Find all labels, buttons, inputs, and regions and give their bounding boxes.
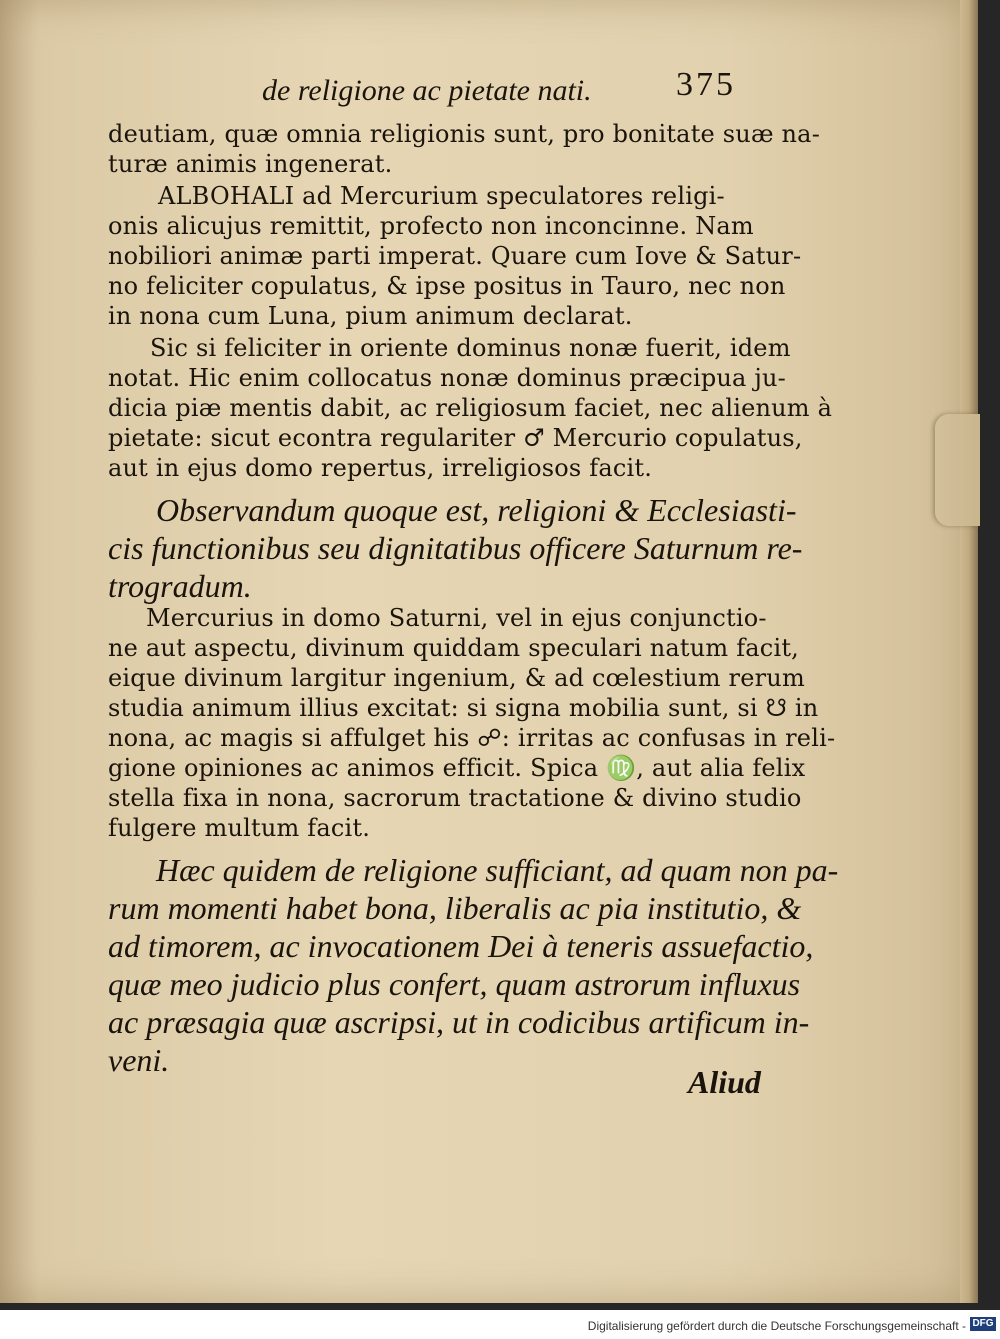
text-line: Mercurius in domo Saturni, vel in ejus conjunctio- <box>146 604 767 632</box>
italic-line: trogradum. <box>108 568 252 604</box>
text-line: dicia piæ mentis dabit, ac religiosum faciet, nec alienum à <box>108 394 833 422</box>
catchword: Aliud <box>688 1064 761 1100</box>
text-line: stella fixa in nona, sacrorum tractatione & divino studio <box>108 784 802 812</box>
text-line: nona, ac magis si affulget his ☍: irritas ac confusas in reli- <box>108 724 836 752</box>
running-title: de religione ac pietate nati. <box>262 74 592 107</box>
text-line: ALBOHALI ad Mercurium speculatores religi- <box>158 182 725 210</box>
text-line: fulgere multum facit. <box>108 814 371 842</box>
text-line: deutiam, quæ omnia religionis sunt, pro bonitate suæ na- <box>108 120 821 148</box>
text-line: aut in ejus domo repertus, irreligiosos facit. <box>108 454 653 482</box>
text-line: onis alicujus remittit, profecto non inconcinne. Nam <box>108 212 754 240</box>
italic-line: ac præsagia quæ ascripsi, ut in codicibus artificum in- <box>108 1004 810 1040</box>
dfg-logo-icon: DFG <box>970 1317 996 1331</box>
text-line: ne aut aspectu, divinum quiddam speculari natum facit, <box>108 634 799 662</box>
text-line: nobiliori animæ parti imperat. Quare cum Iove & Satur- <box>108 242 802 270</box>
italic-line: quæ meo judicio plus confert, quam astrorum influxus <box>108 966 801 1002</box>
italic-line: rum momenti habet bona, liberalis ac pia institutio, & <box>108 890 802 926</box>
italic-line: cis functionibus seu dignitatibus officere Saturnum re- <box>108 530 803 566</box>
text-line: gione opiniones ac animos efficit. Spica ♍, aut alia felix <box>108 754 806 782</box>
text-line: studia animum illius excitat: si signa mobilia sunt, si ☋ in <box>108 694 819 722</box>
text-line: eique divinum largitur ingenium, & ad cœlestium rerum <box>108 664 805 692</box>
text-line: pietate: sicut econtra regulariter ♂ Mercurio copulatus, <box>108 424 803 452</box>
digitization-credit: Digitalisierung gefördert durch die Deutsche Forschungsgemeinschaft - <box>587 1319 966 1333</box>
text-line: turæ animis ingenerat. <box>108 150 393 178</box>
italic-line: ad timorem, ac invocationem Dei à teneris assuefactio, <box>108 928 814 964</box>
page-number: 375 <box>676 66 736 103</box>
text-line: notat. Hic enim collocatus nonæ dominus præcipua ju- <box>108 364 786 392</box>
italic-line: Observandum quoque est, religioni & Ecclesiasti- <box>156 492 797 528</box>
italic-line: veni. <box>108 1042 170 1078</box>
text-line: no feliciter copulatus, & ipse positus in Tauro, nec non <box>108 272 786 300</box>
text-line: Sic si feliciter in oriente dominus nonæ fuerit, idem <box>150 334 791 362</box>
italic-line: Hæc quidem de religione sufficiant, ad quam non pa- <box>156 852 839 888</box>
page-edge <box>960 0 978 1303</box>
page-tab <box>935 414 980 526</box>
text-line: in nona cum Luna, pium animum declarat. <box>108 302 633 330</box>
